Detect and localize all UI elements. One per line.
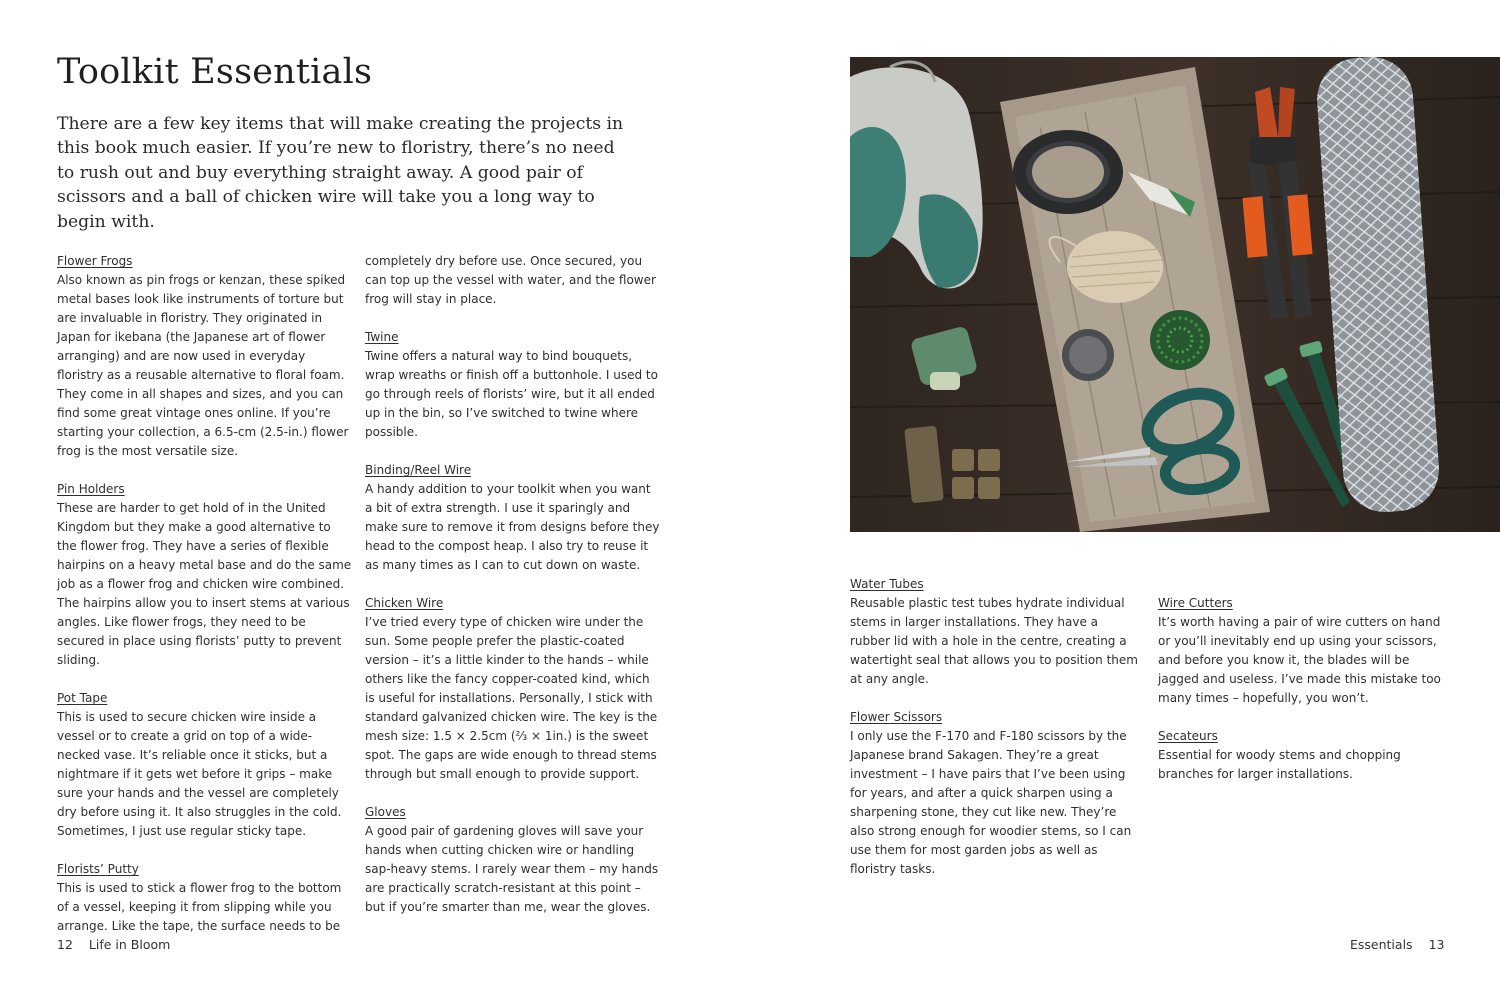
section-body-continued: completely dry before use. Once secured, you can top up the vessel with water, and the flower frog will stay in place. — [365, 254, 656, 306]
section-florists-putty — [57, 860, 353, 936]
section-heading: Water Tubes — [850, 577, 924, 591]
section-heading: Flower Frogs — [57, 254, 133, 268]
section-heading: Wire Cutters — [1158, 596, 1233, 610]
section-body: These are harder to get hold of in the United Kingdom but they make a good alternative to the flower frog. They have a series of flexible hairpins on a heavy metal base and do the same job as a flower frog and chicken wire combined. The hairpins allow you to insert stems at various angles. Like flower frogs, they need to be secured in place using florists’ putty to prevent sliding. — [57, 501, 352, 667]
section-body: A handy addition to your toolkit when you want a bit of extra strength. I use it sparingly and make sure to remove it from designs before they head to the compost heap. I also try to reuse it as many times as I can to cut down on waste. — [365, 482, 660, 572]
section-body: This is used to secure chicken wire inside a vessel or to create a grid on top of a wide-necked vase. It’s reliable once it sticks, but a nightmare if it gets wet before it grips – make sure your hands and the vessel are completely dry before using it. It also struggles in the cold. Sometimes, I just use regular sticky tape. — [57, 710, 342, 838]
section-body: It’s worth having a pair of wire cutters on hand or you’ll inevitably end up using your scissors, and before you know it, the blades will be jagged and useless. I’ve made this mistake too many times – hopefully, you won’t. — [1158, 615, 1441, 705]
section-heading: Secateurs — [1158, 729, 1218, 743]
text-column-3 — [850, 575, 1140, 898]
page-number-right: 13 — [1428, 937, 1445, 952]
section-body: Reusable plastic test tubes hydrate individual stems in larger installations. They have a rubber lid with a hole in the centre, creating a watertight seal that allows you to position them at any angle. — [850, 596, 1138, 686]
section-chicken-wire — [365, 594, 661, 784]
footer-right — [1350, 937, 1444, 952]
section-body: A good pair of gardening gloves will save your hands when cutting chicken wire or handling sap-heavy stems. I rarely wear them – my hands are practically scratch-resistant at this point – but if you’re smarter than me, wear the gloves. — [365, 824, 659, 914]
section-body: Essential for woody stems and chopping branches for larger installations. — [1158, 748, 1401, 781]
section-heading: Binding/Reel Wire — [365, 463, 472, 477]
page-title: Toolkit Essentials — [57, 52, 373, 92]
section-florists-putty-continued — [365, 252, 661, 309]
section-pot-tape — [57, 689, 353, 841]
section-heading: Gloves — [365, 805, 406, 819]
toolkit-photo-illustration — [850, 57, 1500, 532]
intro-paragraph: There are a few key items that will make creating the projects in this book much easier. If you’re new to floristry, there’s no need to rush out and buy everything straight away. A good pair of scissors and a ball of chicken wire will take you a long way to begin with. — [57, 114, 624, 232]
section-heading: Twine — [365, 330, 399, 344]
section-gloves — [365, 803, 661, 917]
flower-frog-green — [1150, 310, 1210, 370]
section-body: This is used to stick a flower frog to the bottom of a vessel, keeping it from slipping while you arrange. Like the tape, the surface needs to be — [57, 881, 342, 933]
section-body: Also known as pin frogs or kenzan, these spiked metal bases look like instruments of torture but are invaluable in floristry. They originated in Japan for ikebana (the Japanese art of flower arranging) and are now used in everyday floristry as a reusable alternative to floral foam. They come in all shapes and sizes, and you can find some great vintage ones online. If you’re starting your collection, a 6.5-cm (2.5-in.) flower frog is the most versatile size. — [57, 273, 349, 458]
section-twine — [365, 328, 661, 442]
text-column-2 — [365, 252, 661, 936]
pot-tape-roll — [1013, 130, 1123, 214]
section-heading: Pot Tape — [57, 691, 108, 705]
section-heading: Florists’ Putty — [57, 862, 139, 876]
text-column-4 — [1158, 594, 1448, 803]
section-binding-wire — [365, 461, 661, 575]
section-heading: Flower Scissors — [850, 710, 943, 724]
section-water-tubes — [850, 575, 1140, 689]
section-flower-frogs — [57, 252, 353, 461]
toolkit-photo — [850, 57, 1500, 532]
running-title-right: Essentials — [1350, 937, 1413, 952]
section-body: Twine offers a natural way to bind bouquets, wrap wreaths or finish off a buttonhole. I used to go through reels of florists’ wire, but it all ended up in the bin, so I’ve switched to twine where possible. — [365, 349, 658, 439]
pin-holder — [1062, 329, 1114, 381]
footer-left — [57, 937, 170, 952]
section-flower-scissors — [850, 708, 1140, 879]
running-title-left: Life in Bloom — [88, 937, 171, 952]
section-wire-cutters — [1158, 594, 1448, 708]
section-secateurs — [1158, 727, 1448, 784]
section-pin-holders — [57, 480, 353, 670]
section-heading: Chicken Wire — [365, 596, 444, 610]
section-body: I only use the F-170 and F-180 scissors by the Japanese brand Sakagen. They’re a great investment – I have pairs that I’ve been using for years, and after a quick sharpen using a sharpening stone, they cut like new. They’re also strong enough for woodier stems, so I can use them for most garden jobs as well as floristry tasks. — [850, 729, 1132, 876]
section-heading: Pin Holders — [57, 482, 125, 496]
section-body: I’ve tried every type of chicken wire under the sun. Some people prefer the plastic-coated version – it’s a little kinder to the hands – while others like the fancy copper-coated kind, which is useful for installations. Personally, I stick with standard galvanized chicken wire. The key is the mesh size: 1.5 × 2.5cm (⅔ × 1in.) is the sweet spot. The gaps are wide enough to thread stems through but small enough to provide support. — [365, 615, 658, 781]
text-column-1 — [57, 252, 353, 955]
page-number-left: 12 — [57, 937, 73, 952]
